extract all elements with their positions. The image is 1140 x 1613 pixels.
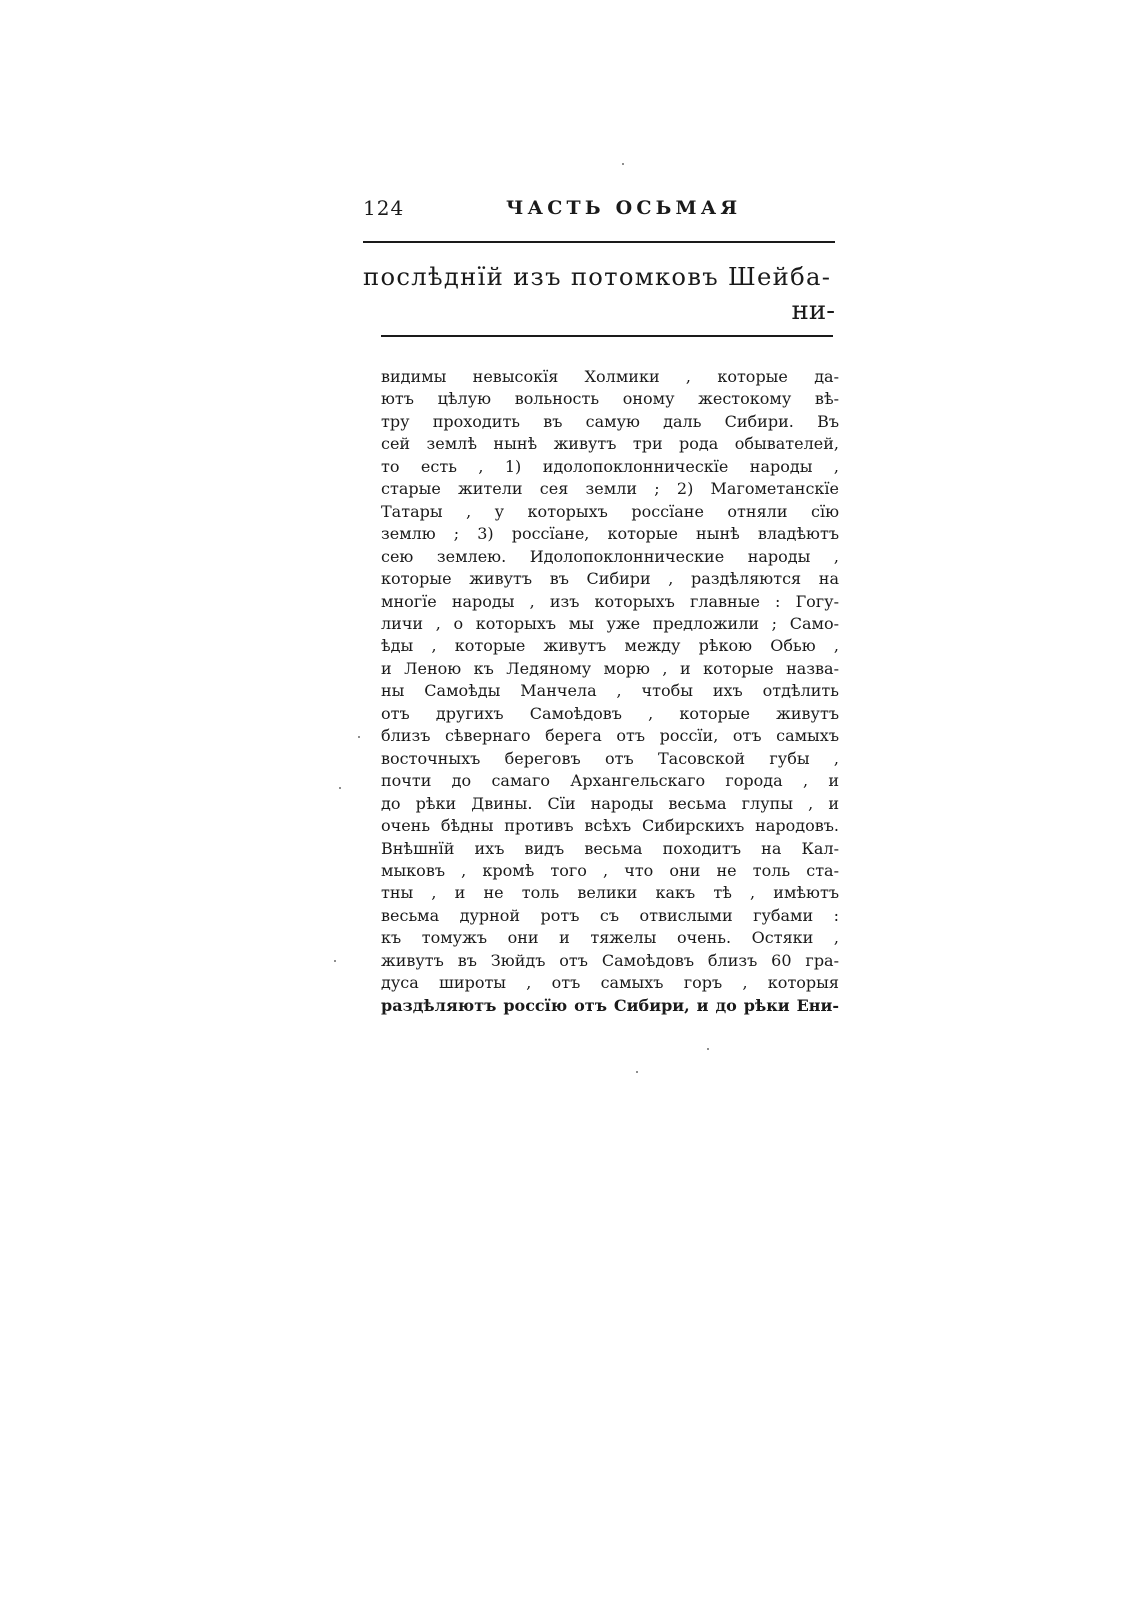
text-line: весьма дурной ротъ съ отвислыми губами : xyxy=(381,905,839,925)
ink-speck xyxy=(358,736,360,738)
text-line: то есть , 1) идолопоклонническїе народы , xyxy=(381,456,839,476)
ink-speck xyxy=(707,1048,709,1050)
text-line: тру проходить въ самую даль Сибири. Въ xyxy=(381,411,839,431)
ink-speck xyxy=(334,960,336,962)
text-line: раздѣляютъ россїю отъ Сибири, и до рѣки Ени- xyxy=(381,995,839,1015)
heading-rule xyxy=(381,335,833,337)
text-line: ны Самоѣды Манчела , чтобы ихъ отдѣлить xyxy=(381,681,839,701)
text-line: многїе народы , изъ которыхъ главные : Гогу- xyxy=(381,591,839,611)
text-line: дуса широты , отъ самыхъ горъ , которыя xyxy=(381,973,839,993)
heading-line: ни- xyxy=(791,296,835,326)
text-line: восточныхъ береговъ отъ Тасовской губы , xyxy=(381,748,839,768)
text-line: близъ сѣвернаго берега отъ россїи, отъ самыхъ xyxy=(381,726,839,746)
text-line: ѣды , которые живутъ между рѣкою Обью , xyxy=(381,636,839,656)
ink-speck xyxy=(339,787,341,789)
text-line: мыковъ , кромѣ того , что они не толь ста- xyxy=(381,860,839,880)
text-line: сею землею. Идолопоклоннические народы , xyxy=(381,546,839,566)
text-line: очень бѣдны противъ всѣхъ Сибирскихъ народовъ. xyxy=(381,816,839,836)
text-line: Татары , у которыхъ россїане отняли сїю xyxy=(381,501,839,521)
text-line: до рѣки Двины. Сїи народы весьма глупы , и xyxy=(381,793,839,813)
header-rule xyxy=(363,241,835,243)
text-line: отъ другихъ Самоѣдовъ , которые живутъ xyxy=(381,703,839,723)
text-line: ютъ цѣлую вольность оному жестокому вѣ- xyxy=(381,389,839,409)
page-number: 124 xyxy=(363,196,405,220)
text-line: землю ; 3) россїане, которые нынѣ владѣютъ xyxy=(381,524,839,544)
text-line: тны , и не толь велики какъ тѣ , имѣютъ xyxy=(381,883,839,903)
text-line: которые живутъ въ Сибири , раздѣляются на xyxy=(381,569,839,589)
text-line: къ томужъ они и тяжелы очень. Остяки , xyxy=(381,928,839,948)
text-line: сей землѣ нынѣ живутъ три рода обывателей, xyxy=(381,434,839,454)
heading-line: послѣднїй изъ потомковъ Шейба- xyxy=(363,262,832,291)
section-title: ЧАСТЬ ОСЬМАЯ xyxy=(506,197,742,219)
text-line: и Леною къ Ледяному морю , и которые назва- xyxy=(381,658,839,678)
body-text xyxy=(381,366,839,1017)
text-line: почти до самаго Архангельскаго города , и xyxy=(381,771,839,791)
ink-speck xyxy=(622,163,624,165)
text-line: личи , о которыхъ мы уже предложили ; Само- xyxy=(381,613,839,633)
text-line: живутъ въ Зюйдъ отъ Самоѣдовъ близъ 60 гра- xyxy=(381,950,839,970)
running-head xyxy=(363,196,833,226)
chapter-heading xyxy=(363,260,835,328)
ink-speck xyxy=(636,1071,638,1073)
text-line: Внѣшнїй ихъ видъ весьма походитъ на Кал- xyxy=(381,838,839,858)
text-line: старые жители сея земли ; 2) Магометанскїе xyxy=(381,479,839,499)
text-line: видимы невысокїя Холмики , которые да- xyxy=(381,367,839,386)
